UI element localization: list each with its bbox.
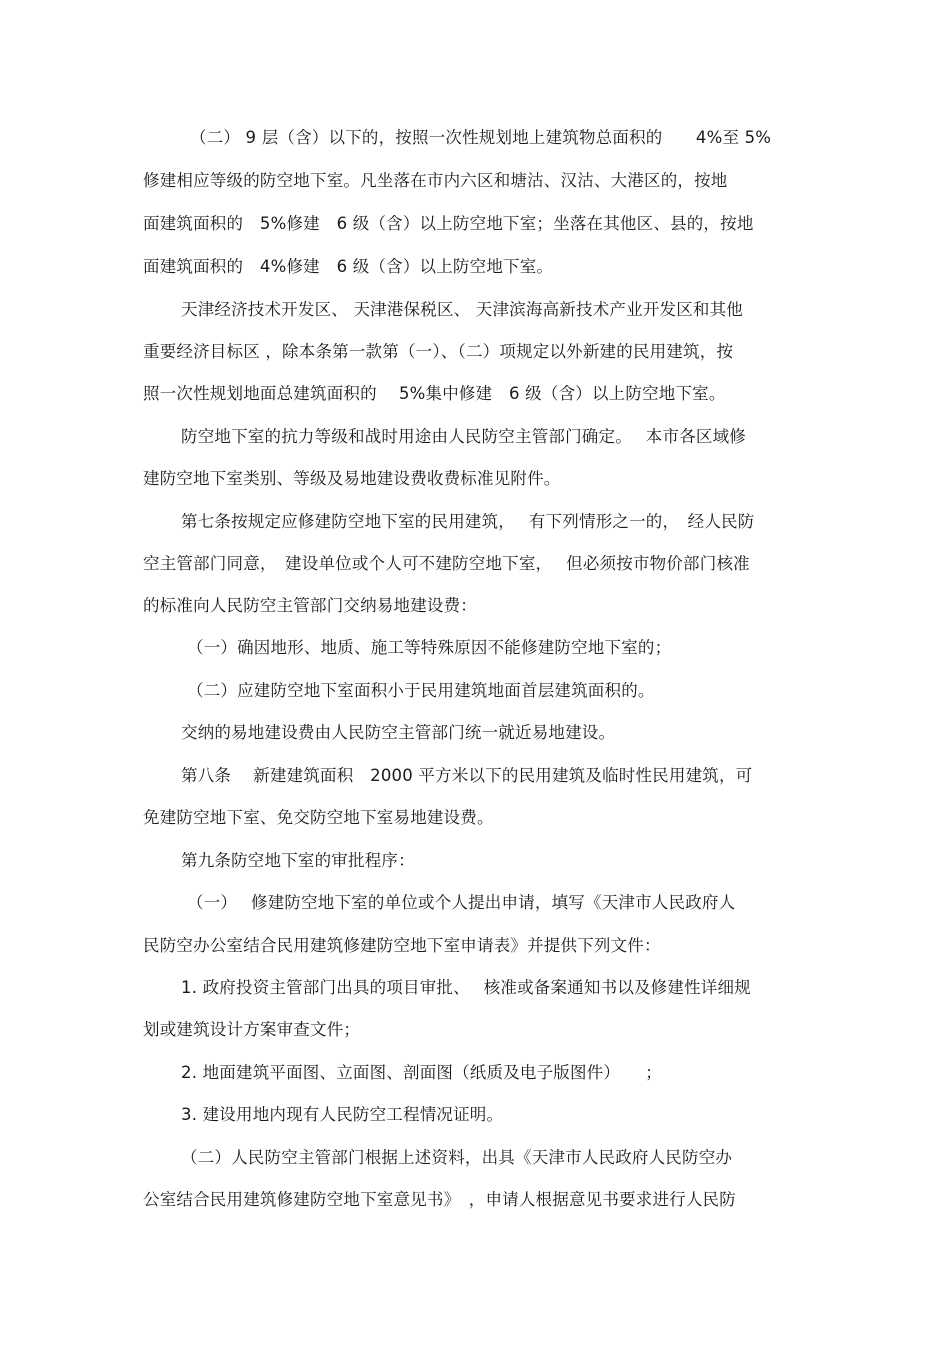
- text-line: 划或建筑设计方案审查文件；: [143, 1020, 361, 1039]
- text-line: 面建筑面积的 5%修建 6 级（含）以上防空地下室；坐落在其他区、县的，按地: [143, 214, 754, 233]
- text-line: 第九条防空地下室的审批程序：: [181, 851, 415, 870]
- text-line: 2. 地面建筑平面图、立面图、剖面图（纸质及电子版图件） ；: [181, 1063, 662, 1082]
- text-line: 民防空办公室结合民用建筑修建防空地下室申请表》并提供下列文件：: [143, 936, 661, 955]
- text-line: 第八条 新建建筑面积 2000 平方米以下的民用建筑及临时性民用建筑，可: [181, 766, 753, 785]
- text-line: （二）应建防空地下室面积小于民用建筑地面首层建筑面积的。: [187, 681, 655, 700]
- text-line: 面建筑面积的 4%修建 6 级（含）以上防空地下室。: [143, 257, 554, 276]
- text-line: （一）确因地形、地质、施工等特殊原因不能修建防空地下室的；: [187, 638, 672, 657]
- text-line: （二） 9 层（含）以下的，按照一次性规划地上建筑物总面积的 4%至 5%: [190, 128, 772, 147]
- text-line: 免建防空地下室、免交防空地下室易地建设费。: [143, 808, 494, 827]
- text-line: 防空地下室的抗力等级和战时用途由人民防空主管部门确定。 本市各区域修: [181, 427, 746, 446]
- text-line: 天津经济技术开发区、 天津港保税区、 天津滨海高新技术产业开发区和其他: [181, 300, 743, 319]
- text-line: 3. 建设用地内现有人民防空工程情况证明。: [181, 1105, 504, 1124]
- text-line: 第七条按规定应修建防空地下室的民用建筑， 有下列情形之一的， 经人民防: [181, 512, 755, 531]
- text-line: 公室结合民用建筑修建防空地下室意见书》 ，申请人根据意见书要求进行人民防: [143, 1190, 736, 1209]
- text-line: 修建相应等级的防空地下室。凡坐落在市内六区和塘沽、汉沽、大港区的，按地: [143, 171, 728, 190]
- text-line: 重要经济目标区 ，除本条第一款第（一）、（二）项规定以外新建的民用建筑，按: [143, 342, 734, 361]
- text-line: 照一次性规划地面总建筑面积的 5%集中修建 6 级（含）以上防空地下室。: [143, 384, 726, 403]
- text-line: 建防空地下室类别、等级及易地建设费收费标准见附件。: [143, 469, 561, 488]
- text-line: （二）人民防空主管部门根据上述资料，出具《天津市人民政府人民防空办: [181, 1148, 733, 1167]
- text-line: 1. 政府投资主管部门出具的项目审批、 核准或备案通知书以及修建性详细规: [181, 978, 751, 997]
- text-line: （一） 修建防空地下室的单位或个人提出申请，填写《天津市人民政府人: [187, 893, 736, 912]
- text-line: 空主管部门同意， 建设单位或个人可不建防空地下室， 但必须按市物价部门核准: [143, 554, 750, 573]
- text-line: 交纳的易地建设费由人民防空主管部门统一就近易地建设。: [181, 723, 616, 742]
- text-line: 的标准向人民防空主管部门交纳易地建设费：: [143, 596, 477, 615]
